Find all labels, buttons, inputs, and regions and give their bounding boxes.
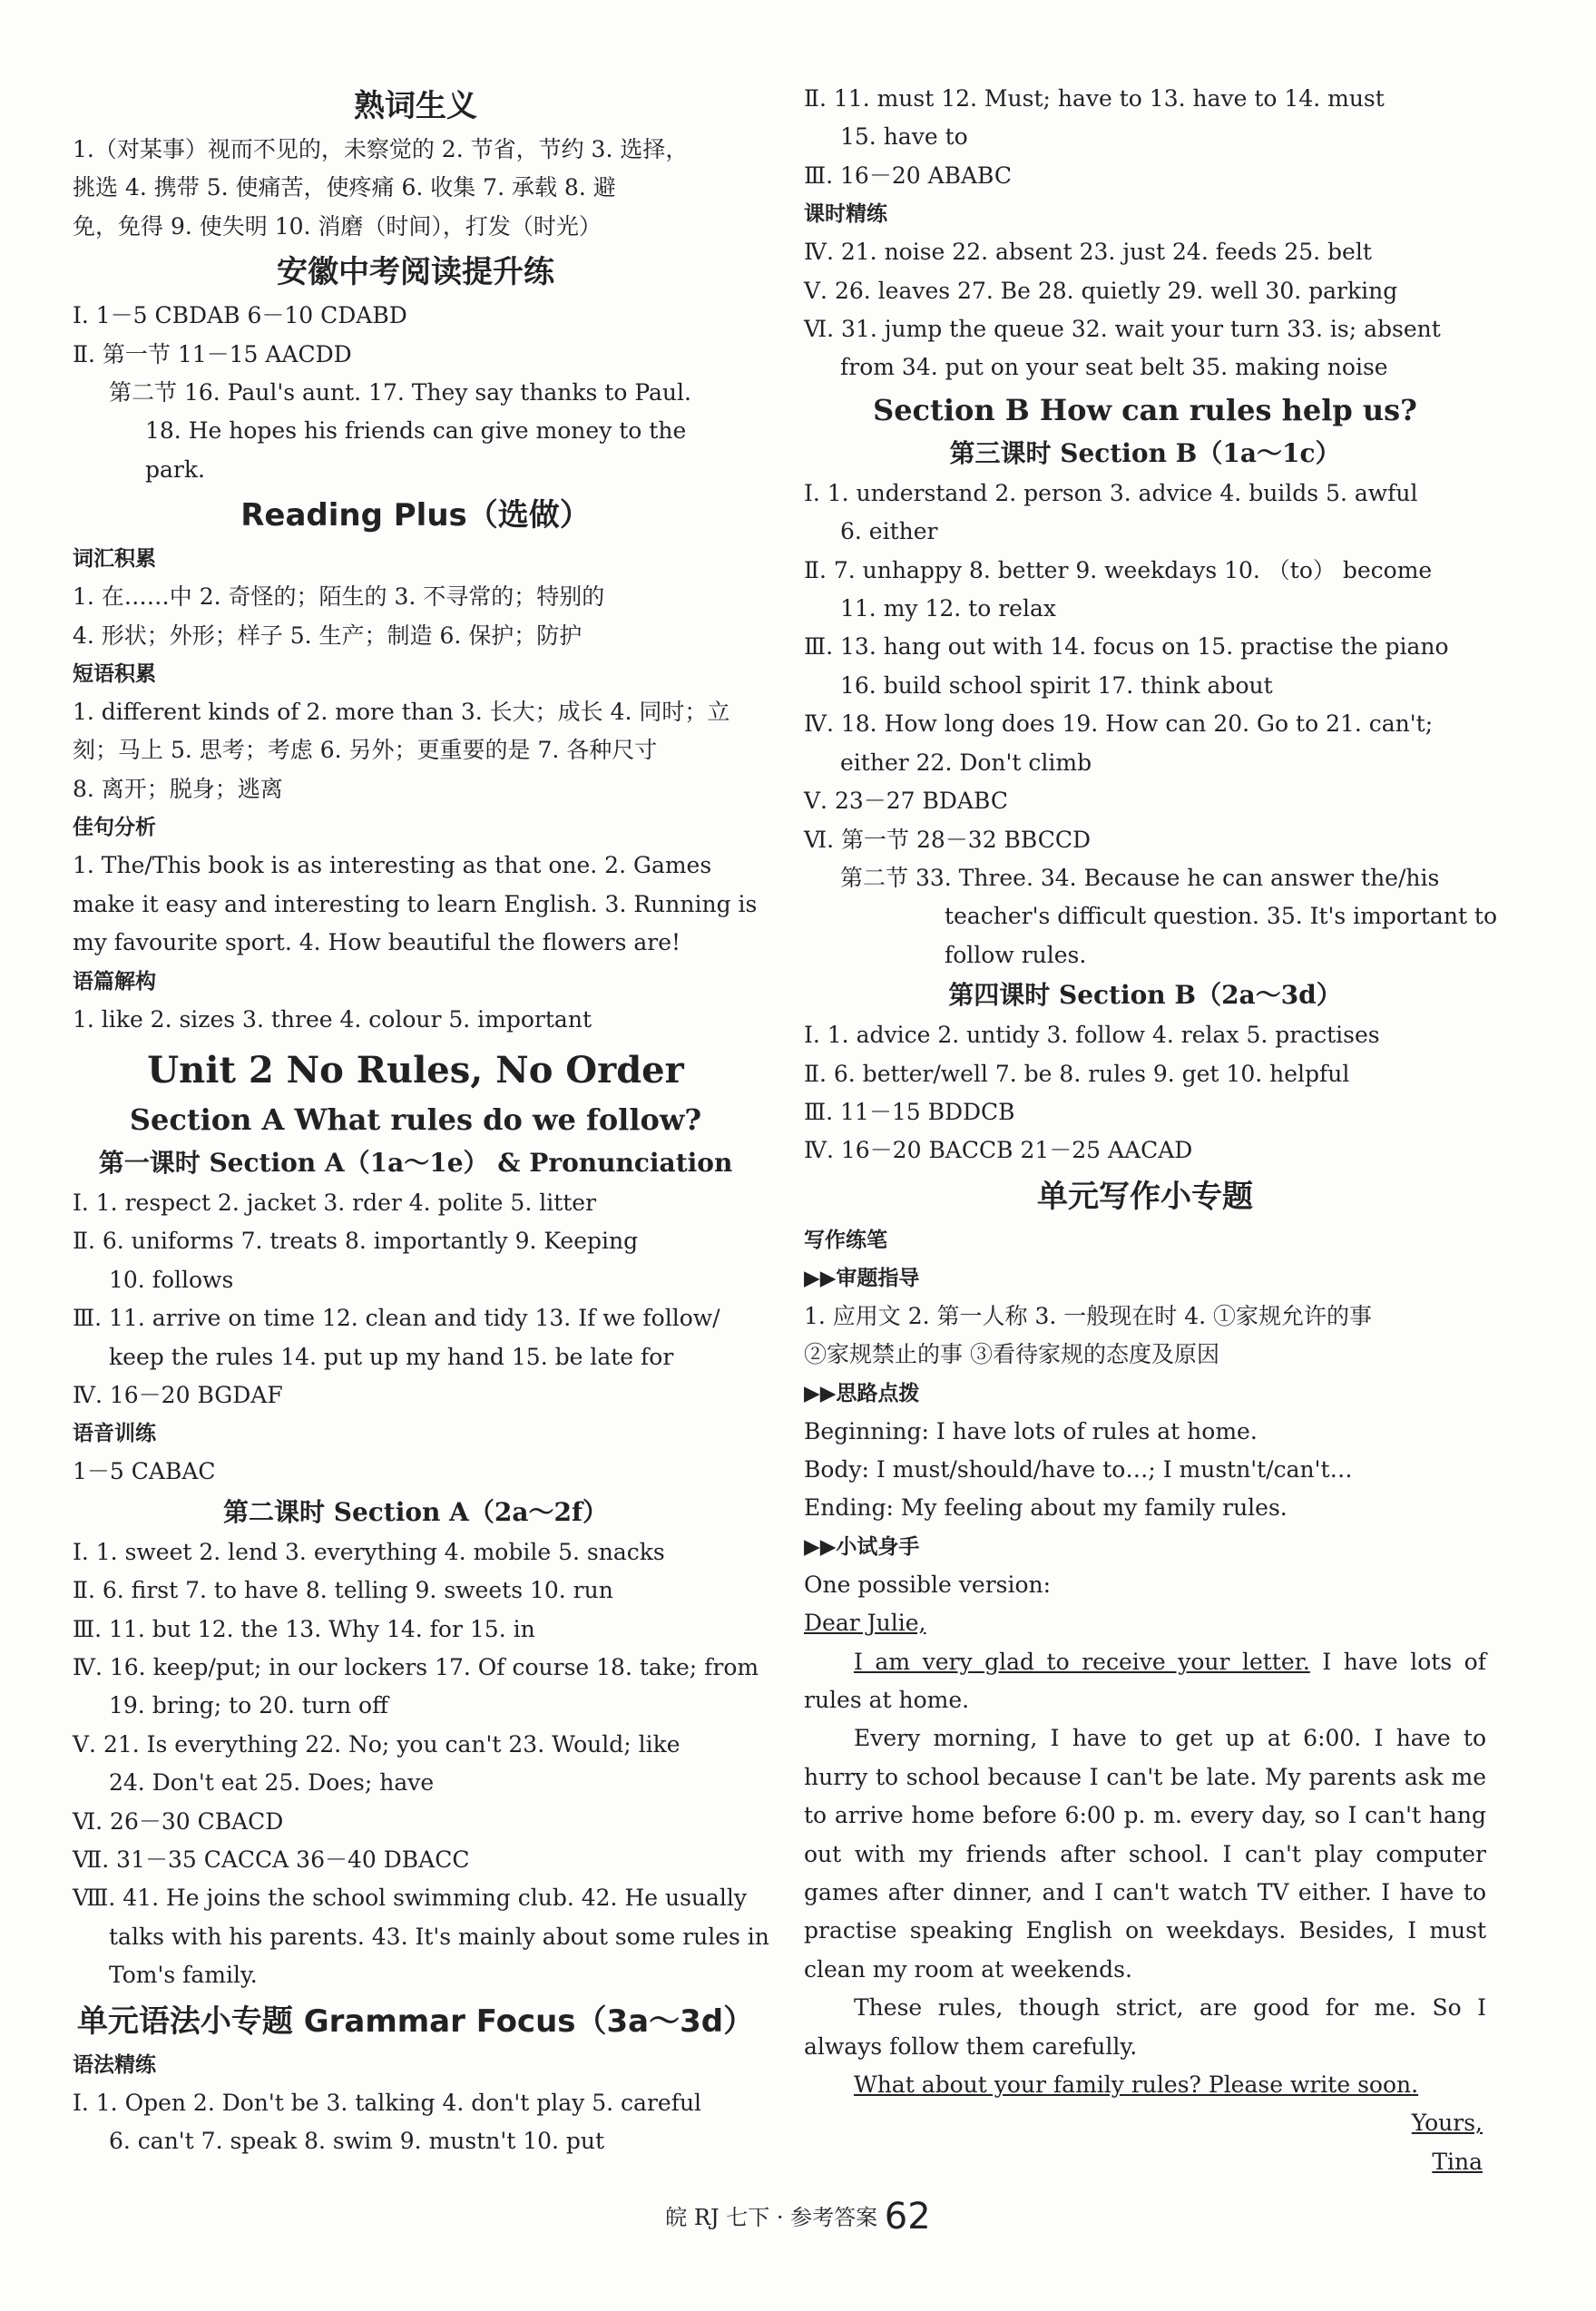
answer-line: Ⅲ. 11－15 BDDCB	[804, 1098, 1015, 1125]
answer-line: Ⅲ. 16－20 ABABC	[804, 162, 1013, 189]
subheading-xiezuo: 写作练笔	[804, 1228, 887, 1252]
section-b-title: Section B How can rules help us?	[873, 392, 1417, 427]
answer-line: Ⅰ. 1. advice 2. untidy 3. follow 4. relax 5. practises	[804, 1022, 1380, 1049]
answer-line: Tom's family.	[109, 1962, 258, 1989]
heading-grammar: 单元语法小专题 Grammar Focus（3a～3d）	[76, 2003, 755, 2040]
page-number: 62	[884, 2196, 931, 2238]
answer-line: 6. can't 7. speak 8. swim 9. mustn't 10. put	[109, 2128, 605, 2155]
subheading-keshi: 课时精练	[804, 202, 887, 227]
signature-text: Tina	[1432, 2148, 1483, 2175]
answer-line: my favourite sport. 4. How beautiful the flowers are!	[73, 929, 681, 956]
answer-line: 11. my 12. to relax	[840, 595, 1056, 622]
answer-line: Ⅱ. 6. uniforms 7. treats 8. importantly 9. Keeping	[73, 1228, 639, 1255]
letter-signature	[804, 2143, 1486, 2181]
answer-line: Ⅴ. 26. leaves 27. Be 28. quietly 29. well 30. parking	[804, 277, 1398, 304]
answer-line: Ⅱ. 6. better/well 7. be 8. rules 9. get 10. helpful	[804, 1060, 1350, 1087]
answer-line: 15. have to	[840, 123, 968, 151]
answer-line: Ⅴ. 23－27 BDABC	[804, 788, 1008, 815]
answer-line: 6. either	[840, 518, 938, 545]
answer-line: 4. 形状；外形；样子 5. 生产；制造 6. 保护；防护	[73, 622, 583, 649]
underlined-sentence: I am very glad to receive your letter.	[854, 1648, 1310, 1675]
letter-greeting	[804, 1604, 1486, 1642]
answer-line: 1.（对某事）视而不见的，未察觉的 2. 节省，节约 3. 选择，	[73, 136, 689, 162]
lesson-1-title: 第一课时 Section A（1a～1e） & Pronunciation	[98, 1147, 733, 1178]
answer-line: talks with his parents. 43. It's mainly about some rules in	[109, 1923, 769, 1950]
heading-writing: 单元写作小专题	[1037, 1178, 1253, 1215]
answer-line: Ⅴ. 21. Is everything 22. No; you can't 23. Would; like	[73, 1730, 681, 1758]
lesson-4-title: 第四课时 Section B（2a～3d）	[948, 980, 1342, 1011]
subheading-xiaoshi: ▶▶小试身手	[804, 1534, 920, 1559]
heading-reading-plus: Reading Plus（选做）	[240, 497, 591, 534]
answer-line: Ⅵ. 26－30 CBACD	[73, 1807, 284, 1835]
answer-line: 24. Don't eat 25. Does; have	[109, 1769, 435, 1797]
answer-line: Ⅲ. 13. hang out with 14. focus on 15. practise the piano	[804, 633, 1449, 661]
answer-line: Ⅵ. 第一节 28－32 BBCCD	[804, 826, 1092, 853]
answer-line: park.	[145, 455, 205, 483]
answer-line: 18. He hopes his friends can give money to the	[145, 417, 687, 445]
subheading-yupian: 语篇解构	[73, 969, 156, 994]
answer-line: Ⅲ. 11. but 12. the 13. Why 14. for 15. in	[73, 1615, 535, 1642]
answer-line: 第二节 33. Three. 34. Because he can answer the/his	[840, 864, 1440, 891]
paragraph-text: I have lots of rules at home.	[804, 1648, 1486, 1713]
heading-anhui: 安徽中考阅读提升练	[277, 254, 554, 291]
answer-line: Ⅰ. 1. respect 2. jacket 3. rder 4. polite 5. litter	[73, 1189, 597, 1216]
answer-line: 刻；马上 5. 思考；考虑 6. 另外；更重要的是 7. 各种尺寸	[73, 737, 658, 764]
subheading-cihui: 词汇积累	[73, 547, 156, 572]
letter-paragraph-3: These rules, though strict, are good for me. So I always follow them carefully.	[804, 1994, 1486, 2060]
subheading-yuyin: 语音训练	[73, 1422, 156, 1446]
letter-closing	[804, 2104, 1486, 2142]
answer-line: 免，免得 9. 使失明 10. 消磨（时间），打发（时光）	[73, 212, 602, 240]
footer-label: 皖 RJ 七下 · 参考答案	[665, 2205, 878, 2230]
subheading-shenti: ▶▶审题指导	[804, 1266, 920, 1290]
lesson-2-title: 第二课时 Section A（2a～2f）	[222, 1496, 609, 1527]
answer-line: 1. The/This book is as interesting as that one. 2. Games	[73, 852, 712, 879]
answer-line: make it easy and interesting to learn English. 3. Running is	[73, 890, 758, 917]
answer-line: 1－5 CABAC	[73, 1458, 216, 1485]
answer-line: Ⅰ. 1. sweet 2. lend 3. everything 4. mobile 5. snacks	[73, 1538, 665, 1565]
answer-line: Ⅳ. 16. keep/put; in our lockers 17. Of course 18. take; from	[73, 1653, 759, 1680]
answer-line: Ⅳ. 18. How long does 19. How can 20. Go to 21. can't;	[804, 710, 1434, 738]
answer-line: Ⅷ. 41. He joins the school swimming club. 42. He usually	[73, 1885, 748, 1912]
answer-line: Ⅱ. 7. unhappy 8. better 9. weekdays 10. （to） become	[804, 556, 1433, 583]
answer-line: ②家规禁止的事 ③看待家规的态度及原因	[804, 1341, 1219, 1368]
answer-line: Ⅰ. 1. understand 2. person 3. advice 4. builds 5. awful	[804, 479, 1418, 506]
answer-line: Ⅱ. 11. must 12. Must; have to 13. have to 14. must	[804, 85, 1385, 112]
answer-line: Ⅳ. 16－20 BGDAF	[73, 1381, 283, 1408]
page-footer	[0, 2196, 1596, 2238]
letter-paragraph-2: Every morning, I have to get up at 6:00. I have to hurry to school because I can't be late. My parents ask me to arrive home before 6:00 p. m. every day, so I can't hang out with my friends after school. I can't play computer games after dinner, and I can't watch TV either. I have to practise speaking English on weekdays. Besides, I must clean my room at weekends.	[804, 1725, 1486, 1983]
answer-line: Ⅳ. 16－20 BACCB 21－25 AACAD	[804, 1137, 1193, 1164]
right-column	[804, 80, 1498, 2181]
answer-line: 挑选 4. 携带 5. 使痛苦，使疼痛 6. 收集 7. 承载 8. 避	[73, 174, 616, 201]
answer-line: Ⅳ. 21. noise 22. absent 23. just 24. feeds 25. belt	[804, 239, 1372, 266]
answer-line: Ⅱ. 6. first 7. to have 8. telling 9. sweets 10. run	[73, 1577, 613, 1604]
answer-line: 1. 应用文 2. 第一人称 3. 一般现在时 4. ①家规允许的事	[804, 1302, 1373, 1329]
answer-line: teacher's difficult question. 35. It's important to	[945, 903, 1498, 930]
subheading-yufa: 语法精练	[73, 2052, 156, 2077]
answer-line: either 22. Don't climb	[840, 749, 1092, 776]
lesson-3-title: 第三课时 Section B（1a～1c）	[949, 437, 1341, 468]
letter-paragraph-1	[804, 1643, 1486, 1720]
answer-line: 16. build school spirit 17. think about	[840, 671, 1273, 699]
greeting-text: Dear Julie,	[804, 1610, 926, 1637]
answer-line: 1. different kinds of 2. more than 3. 长大；成长 4. 同时；立	[73, 699, 730, 726]
answer-line: Ⅱ. 第一节 11－15 AACDD	[73, 340, 352, 367]
sample-label: One possible version:	[804, 1571, 1052, 1598]
answer-line: from 34. put on your seat belt 35. making noise	[840, 354, 1388, 381]
subheading-jiaju: 佳句分析	[73, 816, 156, 840]
answer-line: Ⅰ. 1－5 CBDAB 6－10 CDABD	[73, 302, 407, 329]
subheading-silu: ▶▶思路点拨	[804, 1381, 920, 1405]
left-column	[73, 80, 769, 2160]
answer-line: 19. bring; to 20. turn off	[109, 1692, 388, 1719]
underlined-sentence: What about your family rules? Please write soon.	[854, 2071, 1419, 2099]
answer-line: Ⅰ. 1. Open 2. Don't be 3. talking 4. don't play 5. careful	[73, 2089, 702, 2116]
answer-line: follow rules.	[945, 941, 1087, 968]
outline-line: Ending: My feeling about my family rules.	[804, 1494, 1288, 1522]
letter-paragraph-4	[804, 2066, 1486, 2104]
unit-title: Unit 2 No Rules, No Order	[147, 1048, 684, 1092]
heading-shuci: 熟词生义	[354, 88, 477, 124]
outline-line: Beginning: I have lots of rules at home.	[804, 1417, 1258, 1444]
answer-line: 第二节 16. Paul's aunt. 17. They say thanks to Paul.	[109, 379, 691, 406]
answer-line: 1. 在……中 2. 奇怪的；陌生的 3. 不寻常的；特别的	[73, 583, 605, 611]
closing-text: Yours,	[1411, 2110, 1483, 2137]
subheading-duanyu: 短语积累	[73, 662, 156, 687]
section-a-title: Section A What rules do we follow?	[129, 1102, 702, 1137]
answer-line: Ⅲ. 11. arrive on time 12. clean and tidy 13. If we follow/	[73, 1305, 720, 1332]
answer-line: Ⅶ. 31－35 CACCA 36－40 DBACC	[73, 1846, 470, 1873]
answer-line: 8. 离开；脱身；逃离	[73, 775, 283, 802]
outline-line: Body: I must/should/have to…; I mustn't/can't…	[804, 1455, 1353, 1483]
answer-line: Ⅵ. 31. jump the queue 32. wait your turn 33. is; absent	[804, 316, 1441, 343]
answer-line: 1. like 2. sizes 3. three 4. colour 5. important	[73, 1005, 592, 1033]
answer-line: 10. follows	[109, 1266, 234, 1293]
answer-line: keep the rules 14. put up my hand 15. be late for	[109, 1343, 674, 1370]
